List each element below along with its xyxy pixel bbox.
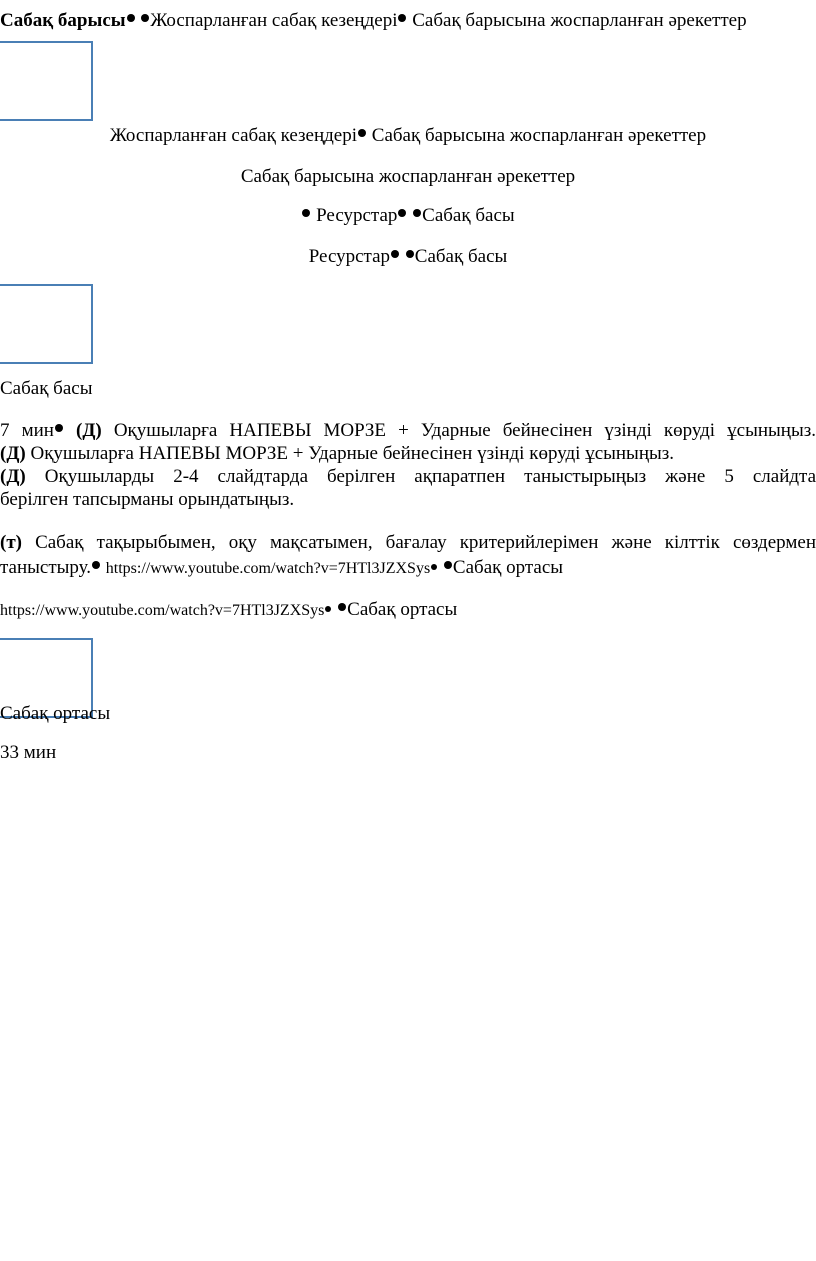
video-link[interactable]: https://www.youtube.com/watch?v=7HTl3JZXSys: [0, 602, 325, 619]
lesson-start-text: Сабақ басы: [414, 246, 508, 267]
task-text: Оқушыларға НАПЕВЫ МОРЗЕ + Ударные бейнесінен үзінді көруді ұсыныңыз.: [113, 420, 816, 441]
planned-actions-label: Сабақ барысына жоспарланған әрекеттер: [412, 10, 747, 31]
bullet-icon: [398, 209, 406, 217]
start-line-4a: [0, 532, 816, 554]
bullet-icon: [302, 209, 310, 217]
center-actions-line: [0, 166, 816, 188]
lesson-start-text: Сабақ басы: [422, 205, 515, 226]
url-line: [0, 599, 457, 621]
tag-d: (Д): [0, 466, 26, 487]
video-link[interactable]: https://www.youtube.com/watch?v=7HTl3JZXSys: [105, 560, 431, 577]
planned-stages-text: Жоспарланған сабақ кезеңдері: [109, 125, 358, 146]
bullet-icon: [141, 14, 149, 22]
planned-actions-text: Сабақ барысына жоспарланған әрекеттер: [240, 166, 576, 187]
header-line: [0, 10, 747, 32]
start-line-1: [0, 420, 816, 442]
bullet-icon: [444, 561, 452, 569]
start-line-4b: [0, 557, 563, 579]
lesson-middle-heading: Сабақ ортасы: [0, 703, 111, 724]
center-resources-line-2: [0, 246, 816, 268]
lesson-progress-title: Сабақ барысы: [0, 10, 126, 31]
task-text: Оқушыларға НАПЕВЫ МОРЗЕ + Ударные бейнесінен үзінді көруді ұсыныңыз.: [30, 443, 675, 464]
center-resources-line: [0, 205, 816, 227]
bullet-icon: [413, 209, 421, 217]
lesson-middle-text: Сабақ ортасы: [452, 557, 564, 578]
planned-stages-label: Жоспарланған сабақ кезеңдері: [150, 10, 398, 31]
tag-d: (Д): [76, 420, 102, 441]
start-line-3b: берілген тапсырманы орындатыңыз.: [0, 489, 295, 510]
task-text: таныстыру.: [0, 557, 92, 578]
lesson-start-heading: Сабақ басы: [0, 378, 93, 399]
task-text: Оқушыларды 2-4 слайдтарда берілген ақпаратпен таныстырыңыз және 5 слайдта: [44, 466, 816, 487]
resources-text: Ресурстар: [316, 205, 398, 226]
tag-t: (т): [0, 532, 22, 553]
bullet-icon: [431, 564, 437, 570]
start-line-2: [0, 443, 674, 465]
start-line-3a: [0, 466, 816, 488]
bullet-icon: [92, 561, 100, 569]
start-time: 7 мин: [0, 420, 54, 441]
bullet-icon: [398, 14, 406, 22]
center-stages-line: [0, 125, 816, 147]
bullet-icon: [338, 603, 346, 611]
planned-actions-text: Сабақ барысына жоспарланған әрекеттер: [371, 125, 707, 146]
bullet-icon: [55, 424, 63, 432]
image-frame: [0, 284, 93, 364]
lesson-middle-text: Сабақ ортасы: [347, 599, 458, 620]
resources-text: Ресурстар: [308, 246, 391, 267]
bullet-icon: [391, 250, 399, 258]
middle-time: 33 мин: [0, 742, 57, 763]
image-frame: [0, 41, 93, 121]
bullet-icon: [127, 14, 135, 22]
bullet-icon: [325, 606, 331, 612]
bullet-icon: [358, 129, 366, 137]
tag-d: (Д): [0, 443, 26, 464]
bullet-icon: [406, 250, 414, 258]
task-text: Сабақ тақырыбымен, оқу мақсатымен, бағалау критерийлерімен және кілттік сөздермен: [35, 532, 816, 553]
